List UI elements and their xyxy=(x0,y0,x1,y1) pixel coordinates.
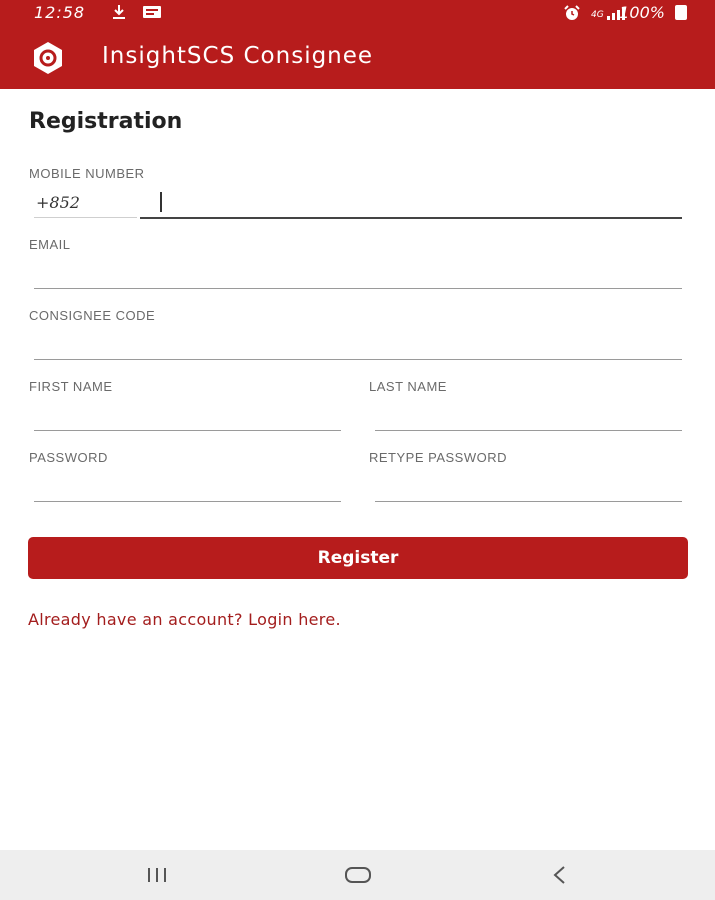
email-label: EMAIL xyxy=(29,237,71,252)
download-icon xyxy=(110,4,128,20)
text-cursor xyxy=(160,192,162,212)
last-name-label: LAST NAME xyxy=(369,379,447,394)
home-icon[interactable] xyxy=(343,864,373,886)
email-input[interactable] xyxy=(34,288,682,289)
alarm-icon xyxy=(563,5,581,21)
app-logo-icon xyxy=(31,41,65,75)
app-title: InsightSCS Consignee xyxy=(102,43,374,69)
notification-icon xyxy=(142,4,160,20)
country-code-field[interactable]: +852 xyxy=(36,193,80,212)
status-time: 12:58 xyxy=(34,3,86,22)
mobile-number-label: MOBILE NUMBER xyxy=(29,166,145,181)
battery-percent: 100% xyxy=(619,3,665,22)
retype-password-input[interactable] xyxy=(375,501,682,502)
app-bar xyxy=(0,27,715,89)
back-icon[interactable] xyxy=(545,864,575,886)
recent-apps-icon[interactable] xyxy=(143,864,173,886)
page-title: Registration xyxy=(29,109,183,134)
signal-icon xyxy=(591,5,609,21)
first-name-input[interactable] xyxy=(34,430,341,431)
login-link[interactable]: Already have an account? Login here. xyxy=(28,610,341,629)
register-button[interactable]: Register xyxy=(28,537,688,579)
mobile-number-input[interactable] xyxy=(140,217,682,219)
svg-text:4G: 4G xyxy=(591,9,604,20)
battery-icon xyxy=(675,5,687,20)
password-label: PASSWORD xyxy=(29,450,108,465)
first-name-label: FIRST NAME xyxy=(29,379,113,394)
status-bar xyxy=(0,0,715,27)
consignee-code-input[interactable] xyxy=(34,359,682,360)
consignee-code-label: CONSIGNEE CODE xyxy=(29,308,156,323)
country-code-underline xyxy=(34,217,137,218)
navigation-bar xyxy=(0,850,715,900)
password-input[interactable] xyxy=(34,501,341,502)
last-name-input[interactable] xyxy=(375,430,682,431)
retype-password-label: RETYPE PASSWORD xyxy=(369,450,508,465)
